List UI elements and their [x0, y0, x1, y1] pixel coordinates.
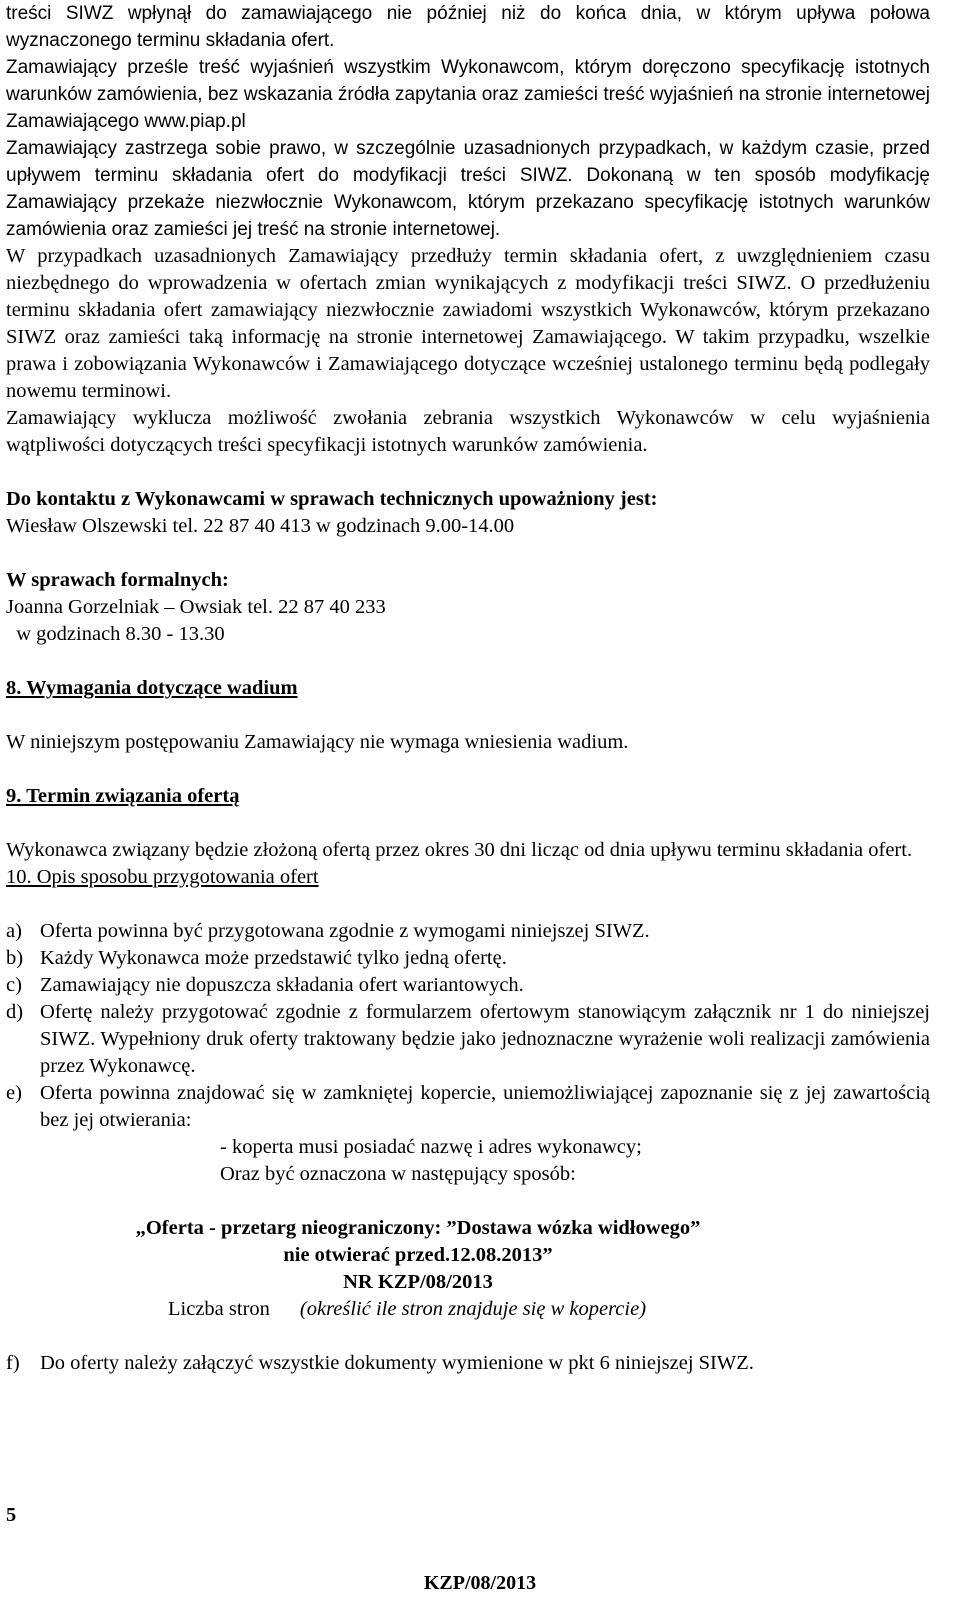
- spacer: [6, 810, 930, 837]
- list-item-label: d): [6, 1001, 24, 1023]
- list-item-text: Oferta powinna znajdować się w zamkniętej kopercie, uniemożliwiającej zapoznanie się z jej zawartością bez jej otwierania:: [40, 1082, 930, 1131]
- paragraph-no-meeting: Zamawiający wyklucza możliwość zwołania zebrania wszystkich Wykonawców w celu wyjaśnienia wątpliwości dotyczących treści specyfikacji istotnych warunków zamówienia.: [6, 407, 930, 456]
- document-page: [6, 0, 930, 1377]
- footer-reference: KZP/08/2013: [423, 1572, 537, 1594]
- extension-text-2: O przedłużeniu terminu składania ofert zamawiający niezwłocznie zawiadomi wszystkich Wykonawców, którym przekazano SIWZ oraz zamieści taką informację na stronie internetowej Zamawiającego.: [6, 272, 930, 348]
- spacer: [6, 648, 930, 675]
- spacer: [6, 756, 930, 783]
- envelope-requirement: - koperta musi posiadać nazwę i adres wykonawcy;: [220, 1136, 642, 1158]
- list-item: [6, 972, 930, 999]
- list-item: [6, 945, 930, 972]
- spacer: [6, 891, 930, 918]
- section-10-heading: 10. Opis sposobu przygotowania ofert: [6, 866, 319, 888]
- modification-text-2: Dokonaną w ten sposób modyfikację Zamawiający przekaże niezwłocznie Wykonawcom, którym przekazano specyfikację istotnych warunków zamówienia oraz zamieści jej treść na stronie internetowej.: [6, 165, 931, 240]
- spacer: [6, 540, 930, 567]
- spacer: [6, 702, 930, 729]
- envelope-label-number: NR KZP/08/2013: [343, 1271, 493, 1293]
- offer-requirements-list: [6, 918, 930, 1134]
- list-item: [6, 999, 930, 1080]
- section-9-text: Wykonawca związany będzie złożoną ofertą przez okres 30 dni licząc od dnia upływu terminu składania ofert.: [6, 839, 913, 861]
- envelope-label-date: nie otwierać przed.12.08.2013”: [283, 1244, 553, 1266]
- list-item-label: b): [6, 947, 24, 969]
- page-number: 5: [6, 1504, 17, 1526]
- envelope-pages-note: (określić ile stron znajduje się w kopercie): [299, 1298, 647, 1320]
- list-item-label: a): [6, 920, 22, 942]
- envelope-pages-label: Liczba stron: [168, 1298, 270, 1320]
- contact-tech-person: Wiesław Olszewski tel. 22 87 40 413 w godzinach 9.00-14.00: [6, 515, 515, 537]
- envelope-marking-intro: Oraz być oznaczona w następujący sposób:: [220, 1163, 576, 1185]
- list-item-label: e): [6, 1082, 22, 1104]
- section-8-text: W niniejszym postępowaniu Zamawiający nie wymaga wniesienia wadium.: [6, 731, 629, 753]
- spacer: [6, 1188, 930, 1215]
- contact-formal-person: Joanna Gorzelniak – Owsiak tel. 22 87 40 233: [6, 596, 386, 618]
- spacer: [6, 1323, 930, 1350]
- envelope-pages-line: [6, 1296, 930, 1323]
- envelope-label-title: „Oferta - przetarg nieograniczony: ”Dostawa wózka widłowego”: [135, 1217, 701, 1239]
- paragraph-explanations: [6, 54, 930, 135]
- list-item: [6, 1080, 930, 1134]
- paragraph-modification: [6, 135, 930, 243]
- list-item: [6, 918, 930, 945]
- contact-formal-heading: W sprawach formalnych:: [6, 569, 229, 591]
- extension-text: W przypadkach uzasadnionych Zamawiający przedłuży termin składania ofert, z uwzględnieniem czasu niezbędnego do wprowadzenia w ofertach zmian wynikających z modyfikacji treści SIWZ.: [6, 245, 930, 294]
- section-9-heading: 9. Termin związania ofertą: [6, 785, 240, 807]
- list-item-label: c): [6, 974, 22, 996]
- list-item: [6, 1350, 930, 1377]
- list-item-text: Każdy Wykonawca może przedstawić tylko jedną ofertę.: [40, 947, 507, 969]
- explanations-text: Zamawiający prześle treść wyjaśnień wszystkim Wykonawcom, którym doręczono specyfikację istotnych warunków zamówienia, bez wskazania źródła zapytania oraz zamieści: [6, 57, 930, 105]
- list-item-text: Do oferty należy załączyć wszystkie dokumenty wymienione w pkt 6 niniejszej SIWZ.: [40, 1352, 754, 1374]
- explanations-website-text: treść wyjaśnień na stronie internetowej Zamawiającego www.piap.pl: [6, 84, 930, 132]
- extension-text-3: W takim przypadku, wszelkie prawa i zobowiązania Wykonawców i Zamawiającego dotyczące wcześniej ustalonego terminu będą podlegały nowemu terminowi.: [6, 326, 931, 402]
- contact-tech-heading: Do kontaktu z Wykonawcami w sprawach technicznych upoważniony jest:: [6, 488, 658, 510]
- modification-text: Zamawiający zastrzega sobie prawo, w szczególnie uzasadnionych przypadkach, w każdym czasie, przed upływem terminu składania ofert do modyfikacji treści SIWZ.: [6, 138, 930, 186]
- list-item-text: Ofertę należy przygotować zgodnie z formularzem ofertowym stanowiącym załącznik nr 1 do niniejszej SIWZ. Wypełniony druk oferty traktowany będzie jako jednoznaczne wyrażenie woli realizacji zamówienia przez Wykonawcę.: [40, 1001, 930, 1077]
- paragraph-extension: [6, 243, 930, 405]
- spacer: [6, 459, 930, 486]
- offer-requirements-list-cont: [6, 1350, 930, 1377]
- list-item-text: Zamawiający nie dopuszcza składania ofert wariantowych.: [40, 974, 524, 996]
- section-8-heading: 8. Wymagania dotyczące wadium: [6, 677, 298, 699]
- list-item-text: Oferta powinna być przygotowana zgodnie z wymogami niniejszej SIWZ.: [40, 920, 650, 942]
- contact-formal-hours: w godzinach 8.30 - 13.30: [6, 623, 225, 645]
- paragraph-deadline: treści SIWZ wpłynął do zamawiającego nie później niż do końca dnia, w którym upływa połowa wyznaczonego terminu składania ofert.: [6, 3, 930, 51]
- list-item-label: f): [6, 1352, 20, 1374]
